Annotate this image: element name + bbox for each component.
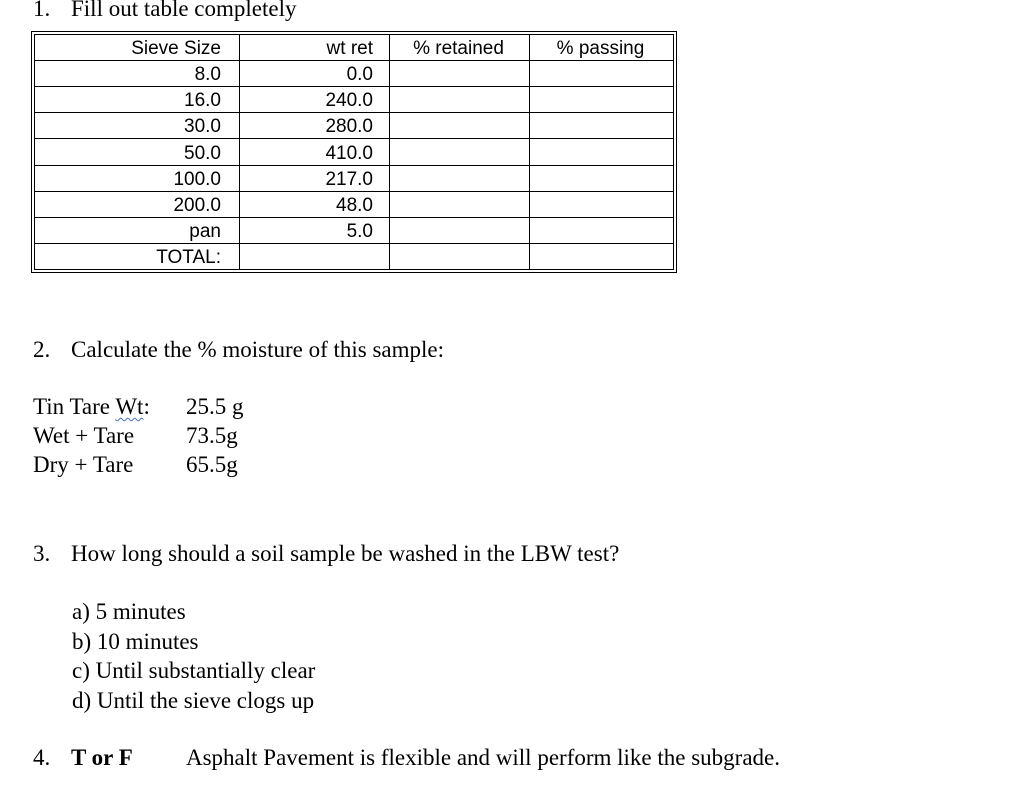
cell-wt: 410.0 <box>240 139 390 165</box>
cell-sieve: 50.0 <box>35 139 240 165</box>
table-row <box>35 61 674 87</box>
answer-option-a[interactable]: a) 5 minutes <box>72 599 186 624</box>
cell-wt: 48.0 <box>240 191 390 217</box>
header-sieve-size: Sieve Size <box>35 35 240 61</box>
table-row <box>35 87 674 113</box>
cell-sieve: 8.0 <box>35 61 240 87</box>
cell-pct-passing[interactable] <box>530 217 674 243</box>
cell-pct-passing[interactable] <box>530 139 674 165</box>
question-number: 3. <box>33 541 51 566</box>
cell-pct-retained[interactable] <box>390 139 530 165</box>
cell-pct-retained[interactable] <box>390 191 530 217</box>
cell-sieve: 16.0 <box>35 87 240 113</box>
header-pct-retained: % retained <box>390 35 530 61</box>
cell-wt: 5.0 <box>240 217 390 243</box>
cell-sieve: 30.0 <box>35 113 240 139</box>
moisture-label: Dry + Tare <box>33 452 134 477</box>
cell-pct-passing[interactable] <box>530 87 674 113</box>
cell-total-pct-retained[interactable] <box>390 243 530 269</box>
cell-sieve: pan <box>35 217 240 243</box>
table-row <box>35 113 674 139</box>
table-total-row <box>35 243 674 269</box>
cell-total-pct-passing[interactable] <box>530 243 674 269</box>
table-row <box>35 191 674 217</box>
table-header-row <box>35 35 674 61</box>
cell-sieve: 200.0 <box>35 191 240 217</box>
header-pct-passing: % passing <box>530 35 674 61</box>
cell-pct-retained[interactable] <box>390 165 530 191</box>
moisture-label: Wet + Tare <box>33 423 135 448</box>
question-number: 2. <box>33 337 51 362</box>
moisture-row-wet-tare <box>33 424 238 447</box>
cell-total-wt[interactable] <box>240 243 390 269</box>
moisture-row-dry-tare <box>33 453 238 476</box>
cell-pct-passing[interactable] <box>530 61 674 87</box>
table-row <box>35 139 674 165</box>
cell-total-label: TOTAL: <box>35 243 240 269</box>
moisture-value: 73.5g <box>186 423 238 448</box>
moisture-label-wt: Wt <box>115 394 144 419</box>
moisture-label <box>33 395 186 418</box>
cell-pct-passing[interactable] <box>530 165 674 191</box>
header-wt-ret: wt ret <box>240 35 390 61</box>
moisture-value: 25.5 g <box>186 394 244 419</box>
sieve-table <box>34 34 674 270</box>
question-number: 4. <box>33 745 51 770</box>
question-2 <box>33 338 444 361</box>
moisture-value: 65.5g <box>186 452 238 477</box>
cell-sieve: 100.0 <box>35 165 240 191</box>
true-false-label[interactable]: T or F <box>71 745 133 770</box>
answer-option-b[interactable]: b) 10 minutes <box>72 629 199 654</box>
cell-pct-retained[interactable] <box>390 217 530 243</box>
answer-option-c[interactable]: c) Until substantially clear <box>72 658 316 683</box>
moisture-label-colon: : <box>143 394 150 419</box>
answer-option-d[interactable]: d) Until the sieve clogs up <box>72 688 315 713</box>
cell-pct-passing[interactable] <box>530 191 674 217</box>
cell-pct-retained[interactable] <box>390 61 530 87</box>
question-1 <box>33 0 297 20</box>
question-4 <box>33 746 780 769</box>
cell-wt: 240.0 <box>240 87 390 113</box>
moisture-row-tin-tare <box>33 395 244 418</box>
question-text: Fill out table completely <box>71 0 297 21</box>
question-text: Asphalt Pavement is flexible and will perform like the subgrade. <box>186 745 781 770</box>
table-row <box>35 165 674 191</box>
cell-wt: 0.0 <box>240 61 390 87</box>
cell-pct-retained[interactable] <box>390 87 530 113</box>
table-row <box>35 217 674 243</box>
question-text: Calculate the % moisture of this sample: <box>71 337 445 362</box>
cell-pct-passing[interactable] <box>530 113 674 139</box>
question-text: How long should a soil sample be washed in the LBW test? <box>71 541 620 566</box>
cell-wt: 217.0 <box>240 165 390 191</box>
cell-wt: 280.0 <box>240 113 390 139</box>
moisture-label-part: Tin Tare <box>33 394 116 419</box>
sieve-table-frame <box>31 31 677 273</box>
question-3 <box>33 542 619 565</box>
cell-pct-retained[interactable] <box>390 113 530 139</box>
question-number: 1. <box>33 0 51 21</box>
